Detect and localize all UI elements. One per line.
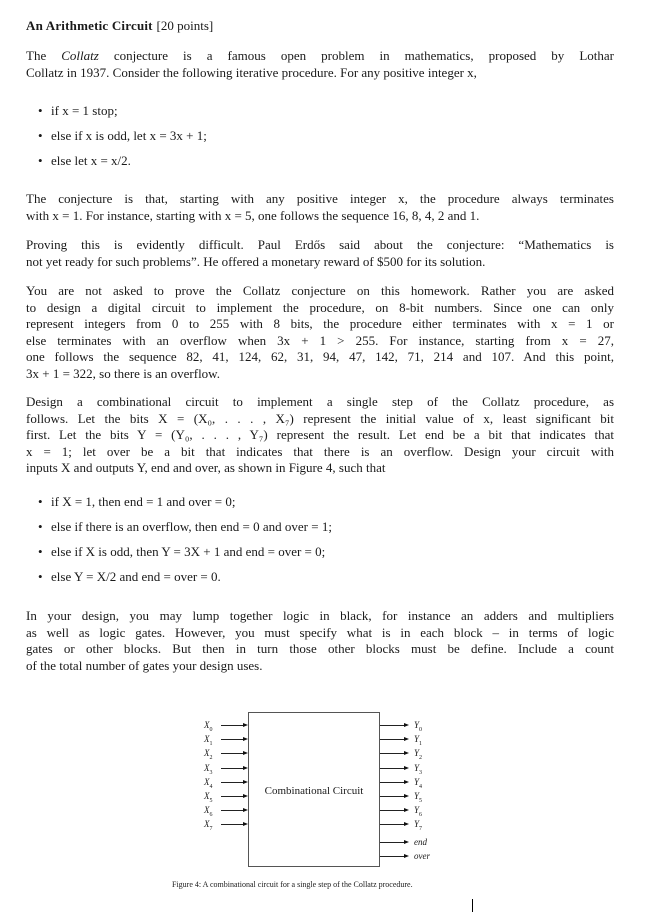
output-wire — [380, 842, 404, 843]
arrow-icon — [243, 737, 248, 741]
input-wire — [221, 796, 243, 797]
input-label: $X_2$ — [204, 748, 213, 761]
task-line: one follows the sequence 82, 41, 124, 62, 31, 94, 47, 142, 71, 214 and 107. And this point, — [26, 349, 614, 364]
input-wire — [221, 753, 243, 754]
arrow-icon — [404, 794, 409, 798]
arrow-icon — [404, 723, 409, 727]
notes-line: as well as logic gates. However, you must specify what is in each block – in terms of logic — [26, 624, 614, 640]
text-cursor — [472, 899, 473, 912]
section-points: [20 points] — [156, 18, 214, 33]
input-label: $X_7$ — [204, 819, 213, 832]
notes-line: of the total number of gates your design uses. — [26, 657, 263, 673]
output-label: $Y_3$ — [414, 763, 423, 776]
input-label: $X_0$ — [204, 720, 213, 733]
output-wire — [380, 782, 404, 783]
spec-item: • else Y = X/2 and end = over = 0. — [38, 569, 608, 585]
arrow-icon — [243, 780, 248, 784]
output-label: end — [414, 837, 427, 847]
output-wire — [380, 753, 404, 754]
arrow-icon — [404, 840, 409, 844]
arrow-icon — [404, 808, 409, 812]
input-label: $X_6$ — [204, 805, 213, 818]
task-line: You are not asked to prove the Collatz conjecture on this homework. Rather you are asked — [26, 283, 614, 298]
design-line: Design a combinational circuit to implement a single step of the Collatz procedure, as — [26, 394, 614, 409]
output-wire — [380, 796, 404, 797]
input-wire — [221, 824, 243, 825]
arrow-icon — [404, 737, 409, 741]
input-wire — [221, 725, 243, 726]
task-line: else terminates with an overflow when 3x + 1 > 255. For instance, starting from x = 27, — [26, 332, 614, 348]
input-wire — [221, 739, 243, 740]
arrow-icon — [243, 794, 248, 798]
task-line: represent integers from 0 to 255 with 8 bits, the procedure either terminates with x = 1 or — [26, 316, 614, 331]
spec-item: • else if X is odd, then Y = 3X + 1 and end = over = 0; — [38, 544, 608, 560]
output-label: $Y_6$ — [414, 805, 423, 818]
task-line: to design a digital circuit to implement the procedure, on 8-bit numbers. Since one can only — [26, 299, 614, 315]
output-wire — [380, 824, 404, 825]
task-line: 3x + 1 = 322, so there is an overflow. — [26, 365, 220, 381]
erdos-line: not yet ready for such problems”. He offered a monetary reward of $500 for its solution. — [26, 253, 486, 269]
input-label: $X_4$ — [204, 777, 213, 790]
conjecture-line: with x = 1. For instance, starting with x = 5, one follows the sequence 16, 8, 4, 2 and 1. — [26, 207, 480, 223]
combinational-circuit-box — [248, 712, 380, 867]
output-label: $Y_0$ — [414, 720, 423, 733]
output-label: $Y_7$ — [414, 819, 423, 832]
output-wire — [380, 739, 404, 740]
input-wire — [221, 768, 243, 769]
arrow-icon — [404, 766, 409, 770]
output-label: $Y_5$ — [414, 791, 423, 804]
notes-line: gates or other blocks. But then in turn those other blocks must be define. Include a count — [26, 641, 614, 656]
conjecture-line: The conjecture is that, starting with any positive integer x, the procedure always terminates — [26, 191, 614, 206]
input-label: $X_5$ — [204, 791, 213, 804]
erdos-line: Proving this is evidently difficult. Paul Erdős said about the conjecture: “Mathematics is — [26, 237, 614, 252]
design-line: x = 1; let over be a bit that indicates that there is an overflow. Design your circuit with — [26, 443, 614, 459]
section-title: An Arithmetic Circuit — [26, 18, 153, 33]
procedure-item: • else if x is odd, let x = 3x + 1; — [38, 128, 608, 144]
design-line: inputs X and outputs Y, end and over, as shown in Figure 4, such that — [26, 460, 386, 475]
procedure-item: • else let x = x/2. — [38, 153, 608, 169]
arrow-icon — [404, 822, 409, 826]
output-wire — [380, 768, 404, 769]
output-label: over — [414, 851, 430, 861]
arrow-icon — [404, 751, 409, 755]
box-label: Combinational Circuit — [264, 785, 364, 797]
procedure-item: • if x = 1 stop; — [38, 103, 608, 119]
spec-item: • else if there is an overflow, then end = 0 and over = 1; — [38, 519, 608, 535]
input-label: $X_3$ — [204, 763, 213, 776]
output-label: $Y_4$ — [414, 777, 423, 790]
output-wire — [380, 810, 404, 811]
output-label: $Y_2$ — [414, 748, 423, 761]
figure-caption: Figure 4: A combinational circuit for a single step of the Collatz procedure. — [172, 880, 413, 889]
input-wire — [221, 782, 243, 783]
intro-line-2: Collatz in 1937. Consider the following iterative procedure. For any positive integer x, — [26, 64, 477, 80]
arrow-icon — [243, 822, 248, 826]
spec-item: • if X = 1, then end = 1 and over = 0; — [38, 494, 608, 510]
design-line: first. Let the bits Y = (Y₀, . . . , Y₇) represent the result. Let end be a bit that indicates that — [26, 427, 614, 442]
arrow-icon — [404, 854, 409, 858]
arrow-icon — [243, 751, 248, 755]
arrow-icon — [243, 808, 248, 812]
output-wire — [380, 725, 404, 726]
arrow-icon — [243, 723, 248, 727]
intro-line-1: The Collatz conjecture is a famous open problem in mathematics, proposed by Lothar — [26, 48, 614, 63]
arrow-icon — [404, 780, 409, 784]
output-wire — [380, 856, 404, 857]
arrow-icon — [243, 766, 248, 770]
design-line: follows. Let the bits X = (X₀, . . . , X₇) represent the initial value of x, least significant bit — [26, 410, 614, 426]
input-wire — [221, 810, 243, 811]
output-label: $Y_1$ — [414, 734, 423, 747]
notes-line: In your design, you may lump together logic in black, for instance an adders and multipliers — [26, 608, 614, 623]
input-label: $X_1$ — [204, 734, 213, 747]
